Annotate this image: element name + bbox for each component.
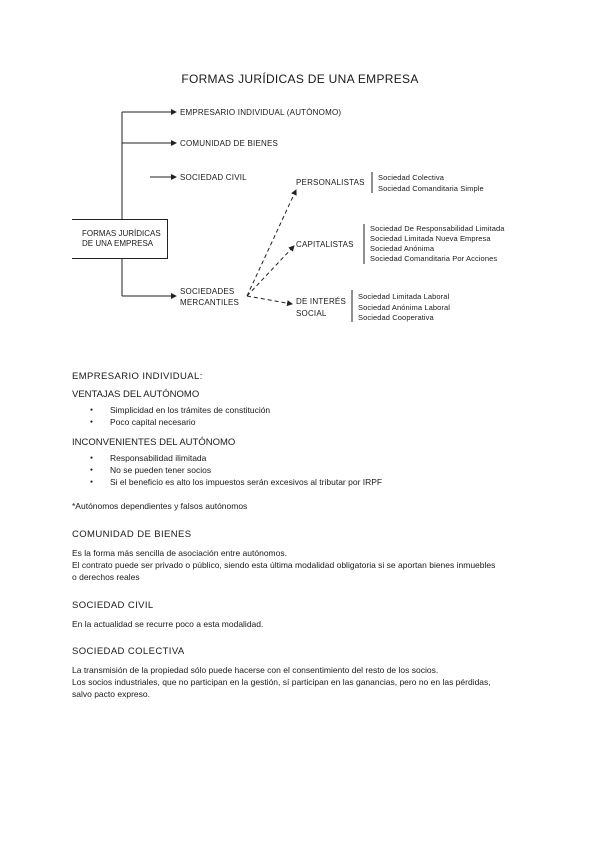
ventajas-heading: VENTAJAS DEL AUTÓNOMO (72, 389, 200, 400)
comunidad-line: Es la forma más sencilla de asociación entre autónomos. (72, 548, 287, 558)
autonomos-note: *Autónomos dependientes y falsos autónomos (72, 501, 248, 511)
interes-label-line1: DE INTERÉS (296, 297, 347, 306)
comunidad-line: o derechos reales (72, 572, 140, 582)
capitalistas-item: Sociedad Comanditaria Por Acciones (370, 254, 498, 263)
capitalistas-list (370, 224, 505, 264)
inconvenientes-list (90, 452, 382, 488)
branch-mercantiles (180, 286, 239, 308)
colectiva-paragraph (72, 664, 491, 700)
personalistas-item: Sociedad Comanditaria Simple (378, 183, 484, 193)
empresario-heading: EMPRESARIO INDIVIDUAL: (72, 371, 203, 382)
comunidad-heading: COMUNIDAD DE BIENES (72, 529, 192, 540)
branch-civil: SOCIEDAD CIVIL (180, 173, 247, 182)
interes-item: Sociedad Cooperativa (358, 313, 434, 322)
root-label-line2: DE UNA EMPRESA (82, 239, 154, 248)
civil-heading: SOCIEDAD CIVIL (72, 600, 154, 611)
interes-label-line2: SOCIAL (296, 309, 327, 318)
capitalistas-item: Sociedad Limitada Nueva Empresa (370, 234, 491, 243)
list-item: ● Si el beneficio es alto los impuestos serán excesivos al tributar por IRPF (90, 476, 382, 488)
colectiva-line: salvo pacto expreso. (72, 689, 150, 699)
list-item: ● Responsabilidad ilimitada (90, 452, 382, 464)
list-item: ● No se pueden tener socios (90, 464, 382, 476)
list-item: ● Simplicidad en los trámites de constitución (90, 404, 270, 416)
branch-comunidad: COMUNIDAD DE BIENES (180, 139, 279, 148)
interes-list (358, 292, 450, 324)
comunidad-paragraph (72, 547, 495, 583)
inconvenientes-heading: INCONVENIENTES DEL AUTÓNOMO (72, 437, 236, 448)
personalistas-item: Sociedad Colectiva (378, 173, 445, 182)
colectiva-line: La transmisión de la propiedad sólo puede hacerse con el consentimiento del resto de los socios. (72, 665, 439, 675)
list-item: ● Poco capital necesario (90, 416, 270, 428)
colectiva-heading: SOCIEDAD COLECTIVA (72, 646, 185, 657)
capitalistas-item: Sociedad De Responsabilidad Limitada (370, 224, 505, 233)
root-label (82, 229, 161, 249)
capitalistas-item: Sociedad Anónima (370, 244, 435, 253)
personalistas-list (378, 173, 484, 194)
branch-empresario: EMPRESARIO INDIVIDUAL (AUTÓNOMO) (180, 108, 342, 117)
interes-label (296, 296, 346, 320)
branch-mercantiles-line1: SOCIEDADES (180, 287, 235, 296)
capitalistas-label: CAPITALISTAS (296, 240, 354, 249)
branch-mercantiles-line2: MERCANTILES (180, 298, 240, 307)
page-title: FORMAS JURÍDICAS DE UNA EMPRESA (181, 72, 419, 86)
personalistas-label: PERSONALISTAS (296, 178, 365, 187)
civil-paragraph: En la actualidad se recurre poco a esta modalidad. (72, 619, 264, 629)
comunidad-line: El contrato puede ser privado o público, siendo esta última modalidad obligatoria si se aportan bienes inmuebles (72, 560, 496, 570)
interes-item: Sociedad Limitada Laboral (358, 292, 450, 301)
interes-item: Sociedad Anónima Laboral (358, 302, 451, 312)
ventajas-list (90, 404, 270, 428)
root-label-line1: FORMAS JURÍDICAS (82, 229, 161, 238)
colectiva-line: Los socios industriales, que no participan en la gestión, sí participan en las ganancias, pero no en las pérdidas, (72, 677, 491, 687)
